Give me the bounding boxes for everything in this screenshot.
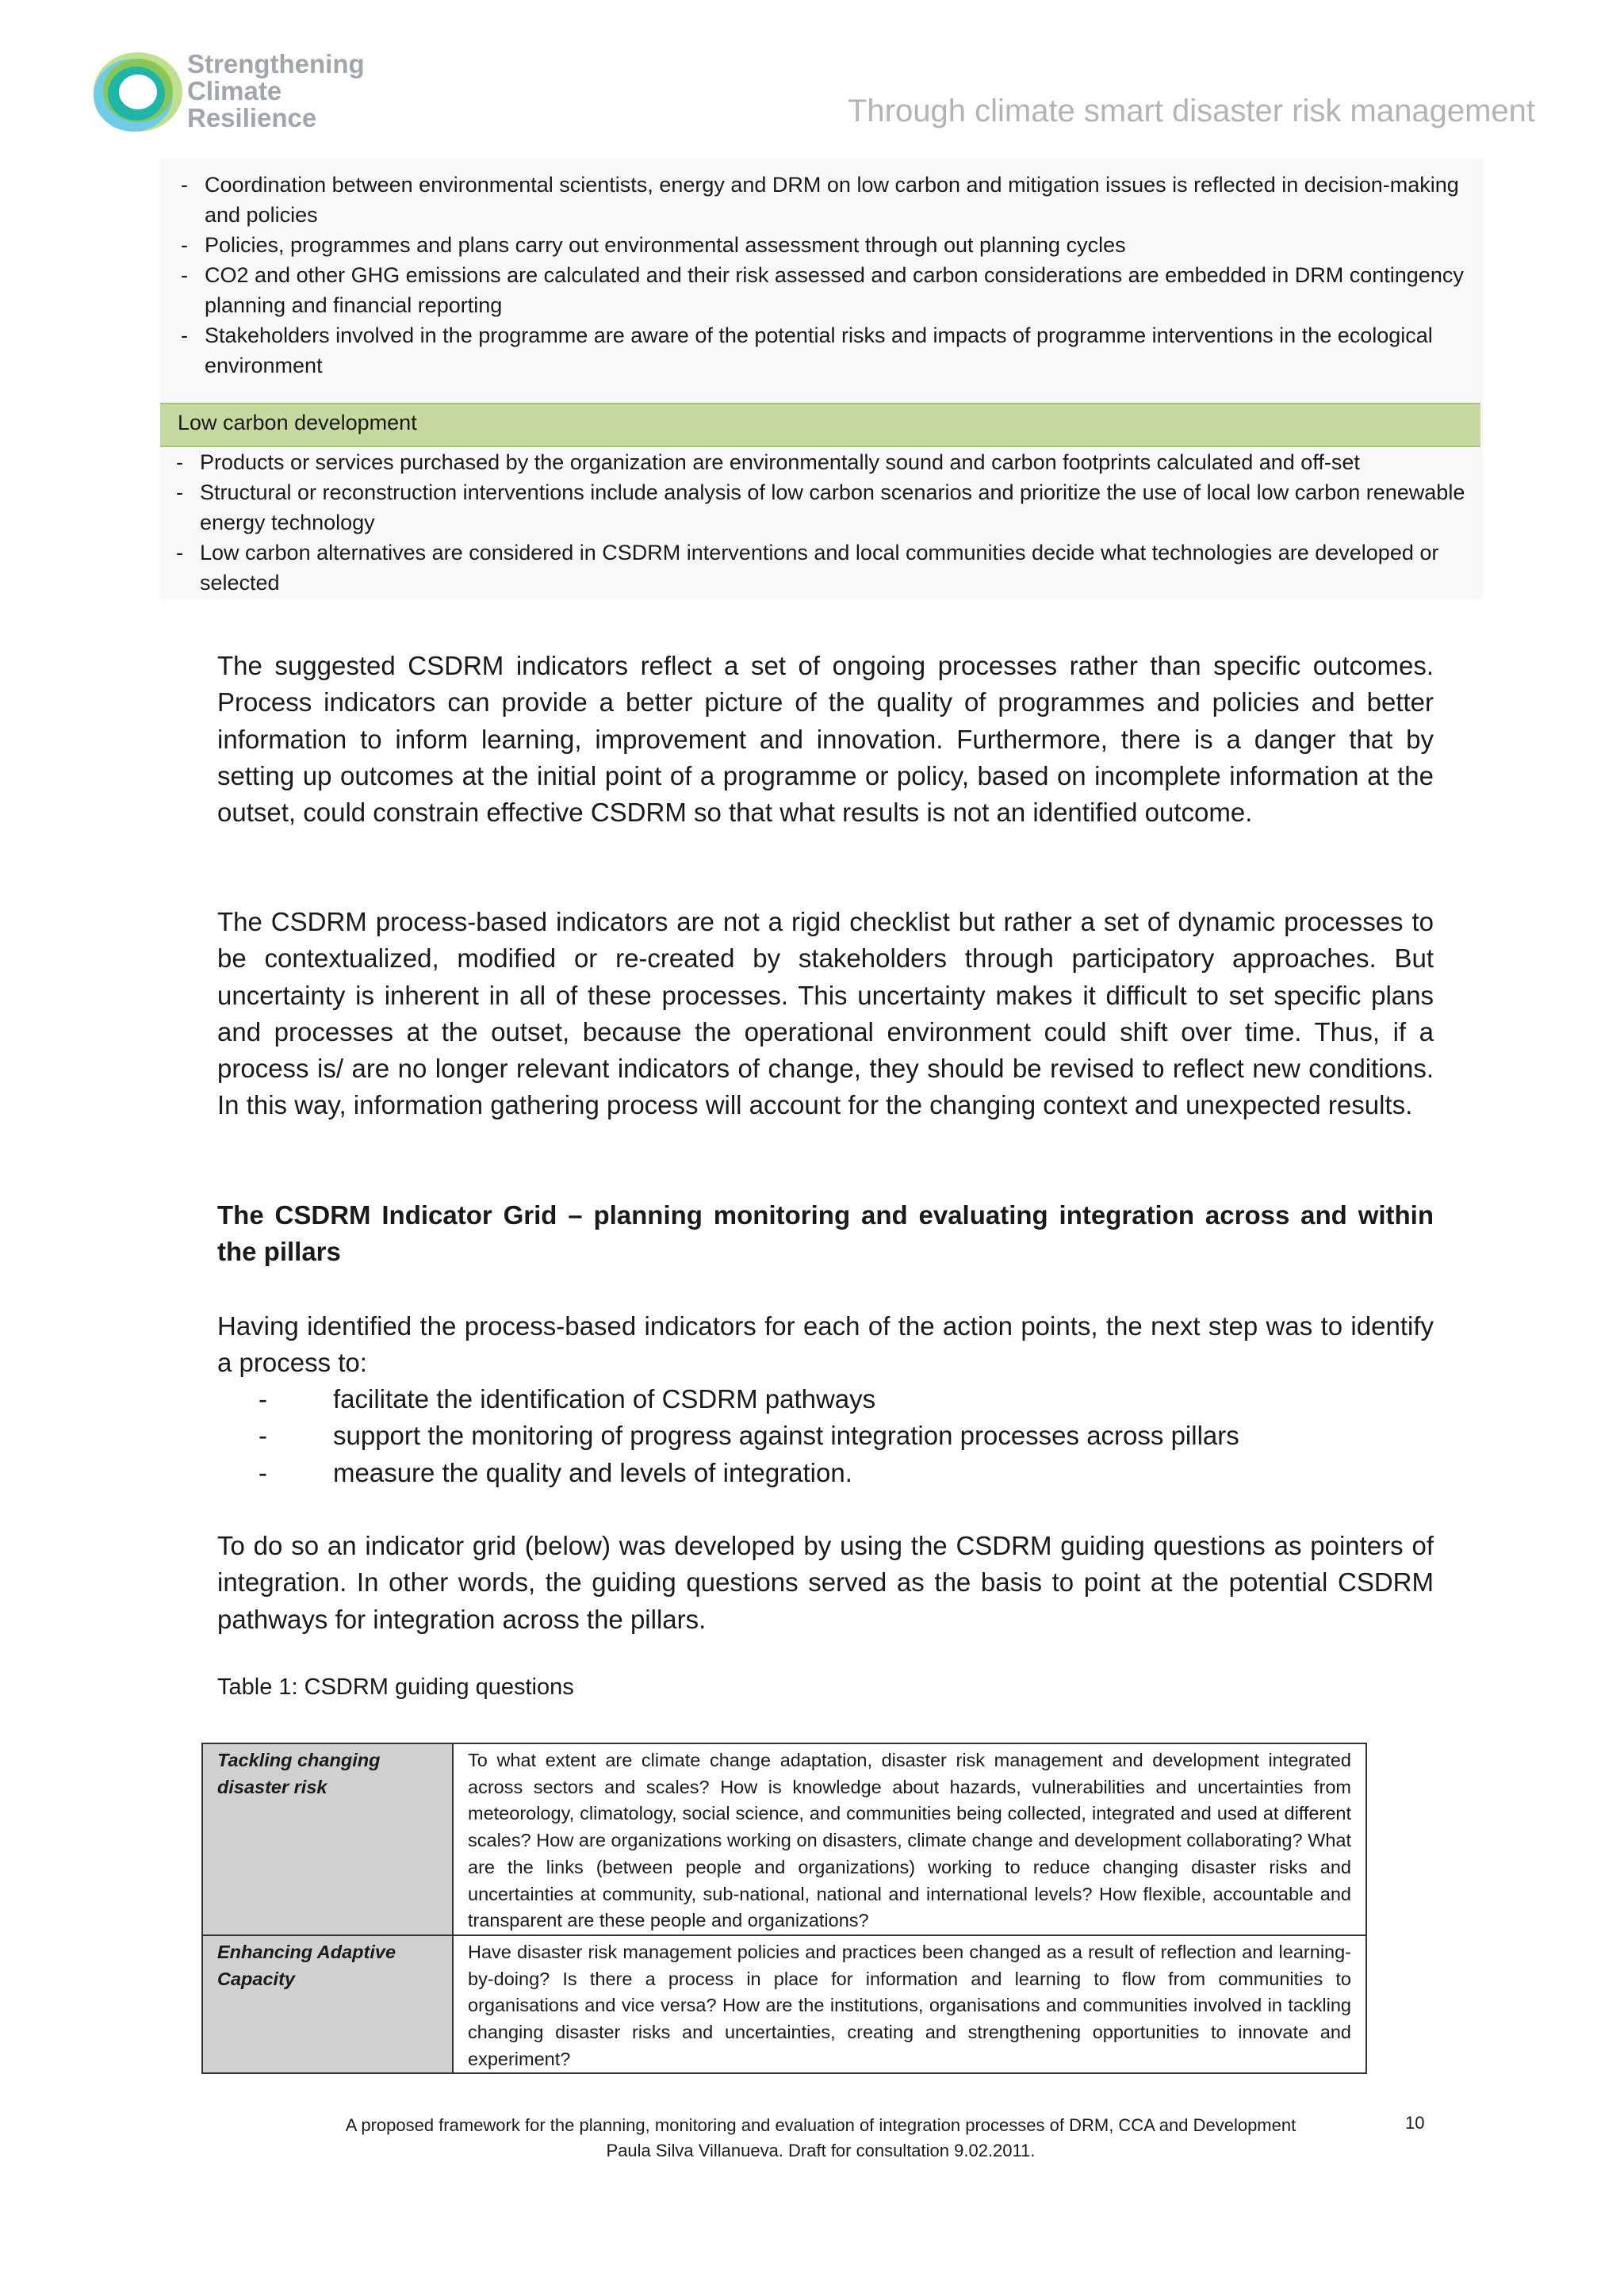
section-title: The CSDRM Indicator Grid – planning monitoring and evaluating integration across and within the pillars bbox=[217, 1200, 1434, 1267]
row-heading: Enhancing Adaptive Capacity bbox=[202, 1935, 453, 2074]
table-caption: Table 1: CSDRM guiding questions bbox=[217, 1674, 574, 1700]
section-heading: Low carbon development bbox=[178, 411, 417, 434]
logo-wordmark bbox=[187, 51, 365, 132]
table-row bbox=[202, 1743, 1366, 1935]
list-item: - CO2 and other GHG emissions are calculated and their risk assessed and carbon considerations are embedded in DRM contingency planning and financial reporting bbox=[181, 263, 1464, 317]
process-bullet-list bbox=[217, 1381, 1434, 1491]
row-heading: Tackling changing disaster risk bbox=[202, 1743, 453, 1935]
list-item: - Low carbon alternatives are considered in CSDRM interventions and local communities decide what technologies are developed or selected bbox=[176, 541, 1439, 595]
page-number: 10 bbox=[1405, 2113, 1425, 2133]
page-footer bbox=[238, 2113, 1404, 2164]
logo-line: Climate bbox=[187, 76, 282, 105]
list-item: - Products or services purchased by the organization are environmentally sound and carbon footprints calculated and off-set bbox=[176, 450, 1360, 474]
list-item: - Stakeholders involved in the programme are aware of the potential risks and impacts of programme interventions in the ecological environment bbox=[181, 323, 1433, 377]
paragraph: The CSDRM process-based indicators are not a rigid checklist but rather a set of dynamic processes to be contextualized, modified or re-created by stakeholders through participatory approaches. But uncertainty is inherent in all of these processes. This uncertainty makes it difficult to set specific plans and processes at the outset, because the operational environment could shift over time. Thus, if a process is/ are no longer relevant indicators of change, they should be revised to reflect new conditions. In this way, information gathering process will account for the changing context and unexpected results. bbox=[217, 907, 1434, 1120]
list-item: - measure the quality and levels of integration. bbox=[259, 1457, 852, 1487]
row-text: To what extent are climate change adaptation, disaster risk management and development integrated across sectors and scales? How is knowledge about hazards, vulnerabilities and uncertainties from meteorology, climatology, social science, and communities being collected, integrated and used at different scales? How are organizations working on disasters, climate change and development collaborating? What are the links (between people and organizations) working to reduce changing disaster risks and uncertainties at community, sub-national, national and international levels? How flexible, accountable and transparent are these people and organizations? bbox=[453, 1743, 1366, 1935]
logo-line: Resilience bbox=[187, 103, 317, 132]
list-item: - Coordination between environmental scientists, energy and DRM on low carbon and mitigation issues is reflected in decision-making and policies bbox=[181, 173, 1459, 227]
environment-indicator-list bbox=[181, 170, 1473, 381]
paragraph: The suggested CSDRM indicators reflect a set of ongoing processes rather than specific outcomes. Process indicators can provide a better picture of the quality of programmes and policies and better information to inform learning, improvement and innovation. Furthermore, there is a danger that by setting up outcomes at the initial point of a programme or policy, based on incomplete information at the outset, could constrain effective CSDRM so that what results is not an identified outcome. bbox=[217, 651, 1434, 828]
table-row bbox=[202, 1935, 1366, 2074]
list-item: - facilitate the identification of CSDRM pathways bbox=[259, 1384, 876, 1414]
paragraph: To do so an indicator grid (below) was developed by using the CSDRM guiding questions as pointers of integration. In other words, the guiding questions served as the basis to point at the potential CSDRM pathways for integration across the pillars. bbox=[217, 1531, 1434, 1634]
list-item: - support the monitoring of progress against integration processes across pillars bbox=[259, 1421, 1239, 1451]
strengthening-climate-resilience-logo-icon bbox=[89, 49, 184, 136]
low-carbon-indicator-list bbox=[176, 447, 1477, 598]
logo-line: Strengthening bbox=[187, 49, 365, 78]
guiding-questions-table bbox=[201, 1743, 1367, 2074]
footer-line: A proposed framework for the planning, monitoring and evaluation of integration processes of DRM, CCA and Development bbox=[345, 2115, 1297, 2135]
list-item: - Policies, programmes and plans carry out environmental assessment through out planning cycles bbox=[181, 233, 1126, 257]
list-item: - Structural or reconstruction interventions include analysis of low carbon scenarios and prioritize the use of local low carbon renewable energy technology bbox=[176, 480, 1465, 534]
section-header-low-carbon bbox=[160, 403, 1480, 447]
row-text: Have disaster risk management policies and practices been changed as a result of reflection and learning-by-doing? Is there a process in place for information and learning to flow from communities to organisations and vice versa? How are the institutions, organisations and communities involved in tackling changing disaster risks and uncertainties, creating and strengthening opportunities to innovate and experiment? bbox=[453, 1935, 1366, 2074]
header-tagline: Through climate smart disaster risk management bbox=[848, 94, 1535, 128]
paragraph: Having identified the process-based indicators for each of the action points, the next step was to identify a process to: bbox=[217, 1311, 1434, 1378]
footer-line: Paula Silva Villanueva. Draft for consultation 9.02.2011. bbox=[606, 2141, 1036, 2160]
